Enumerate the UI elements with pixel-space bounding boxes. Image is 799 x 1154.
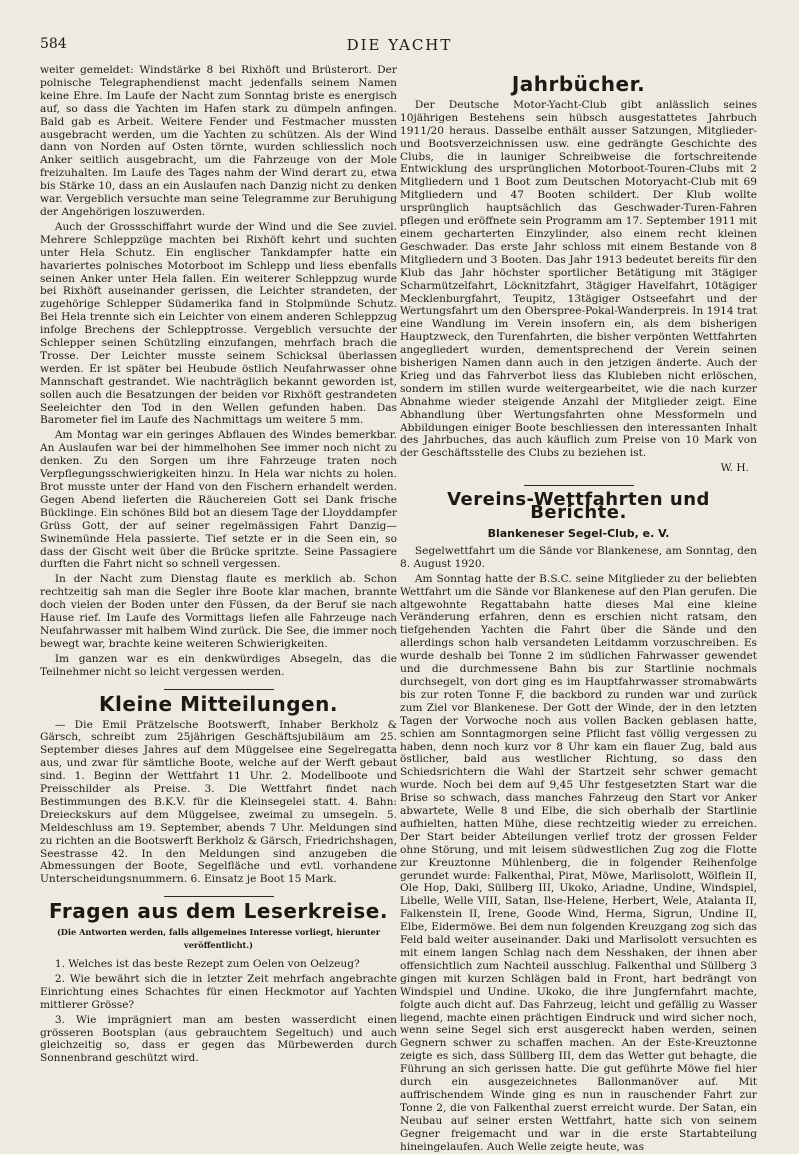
question-item: 2. Wie bewährt sich die in letzter Zeit mehrfach angebrachte Einrichtung eines Schachtes für einen Heckmotor auf Yachten mittlerer Grösse? [40, 972, 397, 1011]
right-column [400, 64, 757, 1154]
page-number: 584 [40, 36, 67, 52]
section-title-kleine-mitteilungen: Kleine Mitteilungen. [99, 691, 338, 716]
section-divider [164, 689, 274, 690]
running-header: DIE YACHT [346, 36, 453, 54]
article-paragraph: Auch der Grossschiffahrt wurde der Wind und die See zuviel. Mehrere Schleppzüge machten bei Rixhöft kehrt und suchten unter Hela Schutz. Ein englischer Tankdampfer hatte ein havariertes polnisches Motorboot im Schlepp und liess ebenfalls seinen Anker unter Hela fallen. Ein weiterer Schleppzug wurde bei Rixhöft auseinander gerissen, die Leichter strandeten, der zugehörige Schlepper Südamerika fand in Stolpmünde Schutz. Bei Hela trennte sich ein Leichter von einem anderen Schleppzug infolge Brechens der Schlepptrosse. Vergeblich versuchte der Schlepper seinen Schützling einzufangen, mehrfach brach die Trosse. Der Leichter musste seinem Schicksal überlassen werden. Er ist später bei Heubude östlich Neufahrwasser ohne Mannschaft gestrandet. Wie nachträglich bekannt geworden ist, sollen auch die Besatzungen der beiden vor Rixhöft gestrandeten Seeleichter den Tod in den Wellen gefunden haben. Das Barometer fiel im Laufe des Nachmittags um weitere 5 mm. [40, 220, 397, 427]
section-divider [164, 896, 274, 897]
article-paragraph: weiter gemeldet: Windstärke 8 bei Rixhöft und Brüsterort. Der polnische Telegraphendienst macht jedenfalls seinem Namen keine Ehre. Im Laufe der Nacht zum Sonntag briste es energisch auf, so dass die Yachten im Hafen stark zu dümpeln anfingen. Bald gab es Arbeit. Weitere Fender und Festmacher mussten ausgebracht werden, um die Yachten zu schützen. Als der Wind dann von Norden auf Osten törnte, wurden schliesslich noch Anker seitlich ausgebracht, um die Fahrzeuge von der Mole freizuhalten. Im Laufe des Tages nahm der Wind derart zu, etwa bis Stärke 10, dass an ein Auslaufen nach Danzig nicht zu denken war. Vergeblich versuchte man seine Telegramme zur Beruhigung der Angehörigen loszuwerden. [40, 64, 397, 218]
article-paragraph: Am Montag war ein geringes Abflauen des Windes bemerkbar. An Auslaufen war bei der himmelhohen See immer noch nicht zu denken. Zu den Sorgen um ihre Fahrzeuge traten noch Verpflegungsschwierigkeiten hinzu. In Hela war nichts zu holen. Brot musste unter der Hand von den Fischern erhandelt werden. Gegen Abend lieferten die Räuchereien Gott sei Dank frische Bücklinge. Ein schönes Bild bot an diesem Tage der Lloyddampfer Grüss Gott, der auf seiner regelmässigen Fahrt Danzig—Swinemünde Hela passierte. Tief setzte er in die Seen ein, so dass der Gischt weit über die Brücke spritzte. Seine Passagiere durften die Fahrt nicht so schnell vergessen. [40, 429, 397, 571]
section-title-fragen: Fragen aus dem Leserkreise. [49, 899, 388, 924]
section-title-jahrbuecher: Jahrbücher. [511, 72, 646, 96]
article-paragraph: In der Nacht zum Dienstag flaute es merklich ab. Schon rechtzeitig sah man die Segler ihre Boote klar machen, brannte doch vielen der Boden unter den Füssen, da der Beruf sie nach Hause rief. Im Laufe des Vormittags liefen alle Fahrzeuge nach Neufahrwasser mit halbem Wind zurück. Die See, die immer noch bewegt war, brachte keine weiteren Schwierigkeiten. [40, 573, 397, 650]
questions-list [40, 958, 397, 1065]
club-name: Blankeneser Segel-Club, e. V. [487, 527, 670, 540]
report-lead: Segelwettfahrt um die Sände vor Blankenese, am Sonntag, den 8. August 1920. [400, 544, 757, 570]
question-item: 3. Wie imprägniert man am besten wasserdicht einen grösseren Bootsplan (aus gebrauchtem Segeltuch) und auch gleichzeitig so, dass er gegen das Mürbewerden durch Sonnenbrand geschützt wird. [40, 1013, 397, 1065]
section-divider [524, 485, 634, 486]
report-paragraph: Am Sonntag hatte der B.S.C. seine Mitglieder zu der beliebten Wettfahrt um die Sände vor Blankenese auf den Plan gerufen. Die altgewohnte Regattabahn hatte dieses Mal eine kleine Veränderung erfahren, denn es erschien nicht ratsam, den tiefgehenden Yachten die Fahrt über die Sände und den allerdings schon halb versandeten Leitdamm vorzuschreiben. Es wurde deshalb bei Tonne 2 im südlichen Fahrwasser gewendet und die durchmessene Bahn bis zur Startlinie nochmals durchsegelt, von dort ging es im Hauptfahrwasser stromabwärts bis zur roten Tonne F, die backbord zu runden war und zurück zum Ziel vor Blankenese. Der Gott der Winde, der in den letzten Tagen der Vorwoche noch aus vollen Backen geblasen hatte, schien am Sonntagmorgen seine Pflicht fast völlig vergessen zu haben, denn noch kurz vor 8 Uhr kam ein flauer Zug, bald aus östlicher, bald aus westlicher Richtung, so dass den Schiedsrichtern die Wahl der Startzeit sehr schwer gemacht wurde. Noch bei dem auf 9,45 Uhr festgesetzten Start war die Brise so schwach, dass manches Fahrzeug den Start vor Anker abwartete, Welle 8 und Elbe, die sich oberhalb der Startlinie aufhielten, hatten Mühe, diese rechtzeitig wieder zu erreichen. Der Start beider Abteilungen verlief trotz der grossen Felder ohne Störung, und mit leisem südwestlichen Zug zog die Flotte zur Kreuztonne Mühlenberg, die in folgender Reihenfolge gerundet wurde: Falkenthal, Pirat, Möwe, Marlisolott, Wölflein II, Ole Hop, Daki, Süllberg III, Ukoko, Ariadne, Undine, Windspiel, Libelle, Welle VIII, Satan, Ilse-Helene, Herbert, Wele, Atalanta II, Falkenstein II, Irene, Goode Wind, Herma, Sigrun, Undine II, Elbe, Eidermöwe. Bei dem nun folgenden Kreuzgang zog sich das Feld bald weiter auseinander. Daki und Marlisolott versuchten es mit einem langen Schlag nach dem Nesshaken, der ihnen aber offensichtlich zum Nachteil ausschlug. Falkenthal und Süllberg 3 gingen mit kurzen Schlägen bald in Front, hart bedrängt von Windspiel und Undine. Ukoko, die ihre Jungfernfahrt machte, folgte auch dicht auf. Das Fahrzeug, leicht und gefällig zu Wasser liegend, machte einen prächtigen Eindruck und wird sicher noch, wenn seine Segel sich erst ausgereckt haben werden, seinen Gegnern schwer zu schaffen machen. An der Este-Kreuztonne zeigte es sich, dass Süllberg III, dem das Wetter gut behagte, die Führung an sich gerissen hatte. Die gut geführte Möwe fiel hier durch ein ausgezeichnetes Ballonmanöver auf. Mit auffrischendem Winde ging es nun in rauschender Fahrt zur Tonne 2, die von Falkenthal zuerst erreicht wurde. Der Satan, ein Neubau auf seiner ersten Wettfahrt, hatte sich von seinem Gegner freigemacht und war in die erste Startabteilung hineingelaufen. Auch Welle zeigte heute, was [400, 572, 757, 1153]
mitteilung-paragraph: — Die Emil Prätzelsche Bootswerft, Inhaber Berkholz & Gärsch, schreibt zum 25jährigen Geschäftsjubiläum am 25. September dieses Jahres auf dem Müggelsee eine Segelregatta aus, und zwar für sämtliche Boote, welche auf der Werft gebaut sind. 1. Beginn der Wettfahrt 11 Uhr. 2. Modellboote und Preisschilder als Preise. 3. Die Wettfahrt findet nach Bestimmungen des B.K.V. für die Kleinsegelei statt. 4. Bahn: Dreieckskurs auf dem Müggelsee, zweimal zu umsegeln. 5. Meldeschluss am 19. September, abends 7 Uhr. Meldungen sind zu richten an die Bootswerft Berkholz & Gärsch, Friedrichshagen, Seestrasse 42. In den Meldungen sind anzugeben die Abmessungen der Boote, Segelfläche und evtl. vorhandene Unterscheidungsnummern. 6. Einsatz je Boot 15 Mark. [40, 718, 397, 886]
left-column [40, 64, 397, 1065]
jahrbuch-paragraph: Der Deutsche Motor-Yacht-Club gibt anlässlich seines 10jährigen Bestehens sein hübsch ausgestattetes Jahrbuch 1911/20 heraus. Dasselbe enthält ausser Satzungen, Mitglieder- und Bootsverzeichnissen usw. eine gedrängte Geschichte des Clubs, die in launiger Schreibweise die fortschreitende Entwicklung des ursprünglichen Motorboot-Touren-Clubs mit 2 Mitgliedern und 1 Boot zum Deutschen Motoryacht-Club mit 69 Mitgliedern und 47 Booten schildert. Der Klub wollte ursprünglich hauptsächlich das Geschwader-Turen-Fahren pflegen und eröffnete sein Programm am 17. September 1911 mit einem gecharterten Einzylinder, also einem recht kleinen Geschwader. Das erste Jahr schloss mit einem Bestande von 8 Mitgliedern und 3 Booten. Das Jahr 1913 bedeutet bereits für den Klub das Jahr höchster sportlicher Betätigung mit 3tägiger Scharmützelfahrt, Löcknitzfahrt, 3tägiger Havelfahrt, 10tägiger Mecklenburgfahrt, Teupitz, 13tägiger Ostseefahrt und der Wertungsfahrt um den Oberspree-Pokal-Wanderpreis. In 1914 trat eine Wandlung im Verein insofern ein, als dem bisherigen Hauptzweck, den Turenfahrten, die bisher verpönten Wettfahrten angegliedert wurden, dementsprechend der Verein seinen bisherigen Namen dann auch in den jetzigen änderte. Auch der Krieg und das Fahrverbot liess das Klubleben nicht erlöschen, sondern im stillen wurde weitergearbeitet, wie die nach kurzer Abnahme wieder steigende Anzahl der Mitglieder zeigt. Eine Abhandlung über Wertungsfahrten ohne Messformeln und Abbildungen einiger Boote beschliessen den interessanten Inhalt des Jahrbuches, das auch käuflich zum Preise von 10 Mark von der Geschäftsstelle des Clubs zu beziehen ist. [400, 98, 757, 460]
author-signature: W. H. [720, 462, 749, 475]
question-item: 1. Welches ist das beste Rezept zum Oelen von Oelzeug? [54, 958, 360, 970]
section-note: (Die Antworten werden, falls allgemeines Interesse vorliegt, hierunter veröffentlicht.) [56, 927, 381, 951]
article-paragraph: Im ganzen war es ein denkwürdiges Absegeln, das die Teilnehmer nicht so leicht vergessen werden. [40, 652, 397, 678]
section-title-vereins-wettfahrten: Vereins-Wettfahrten und Berichte. [447, 489, 710, 524]
